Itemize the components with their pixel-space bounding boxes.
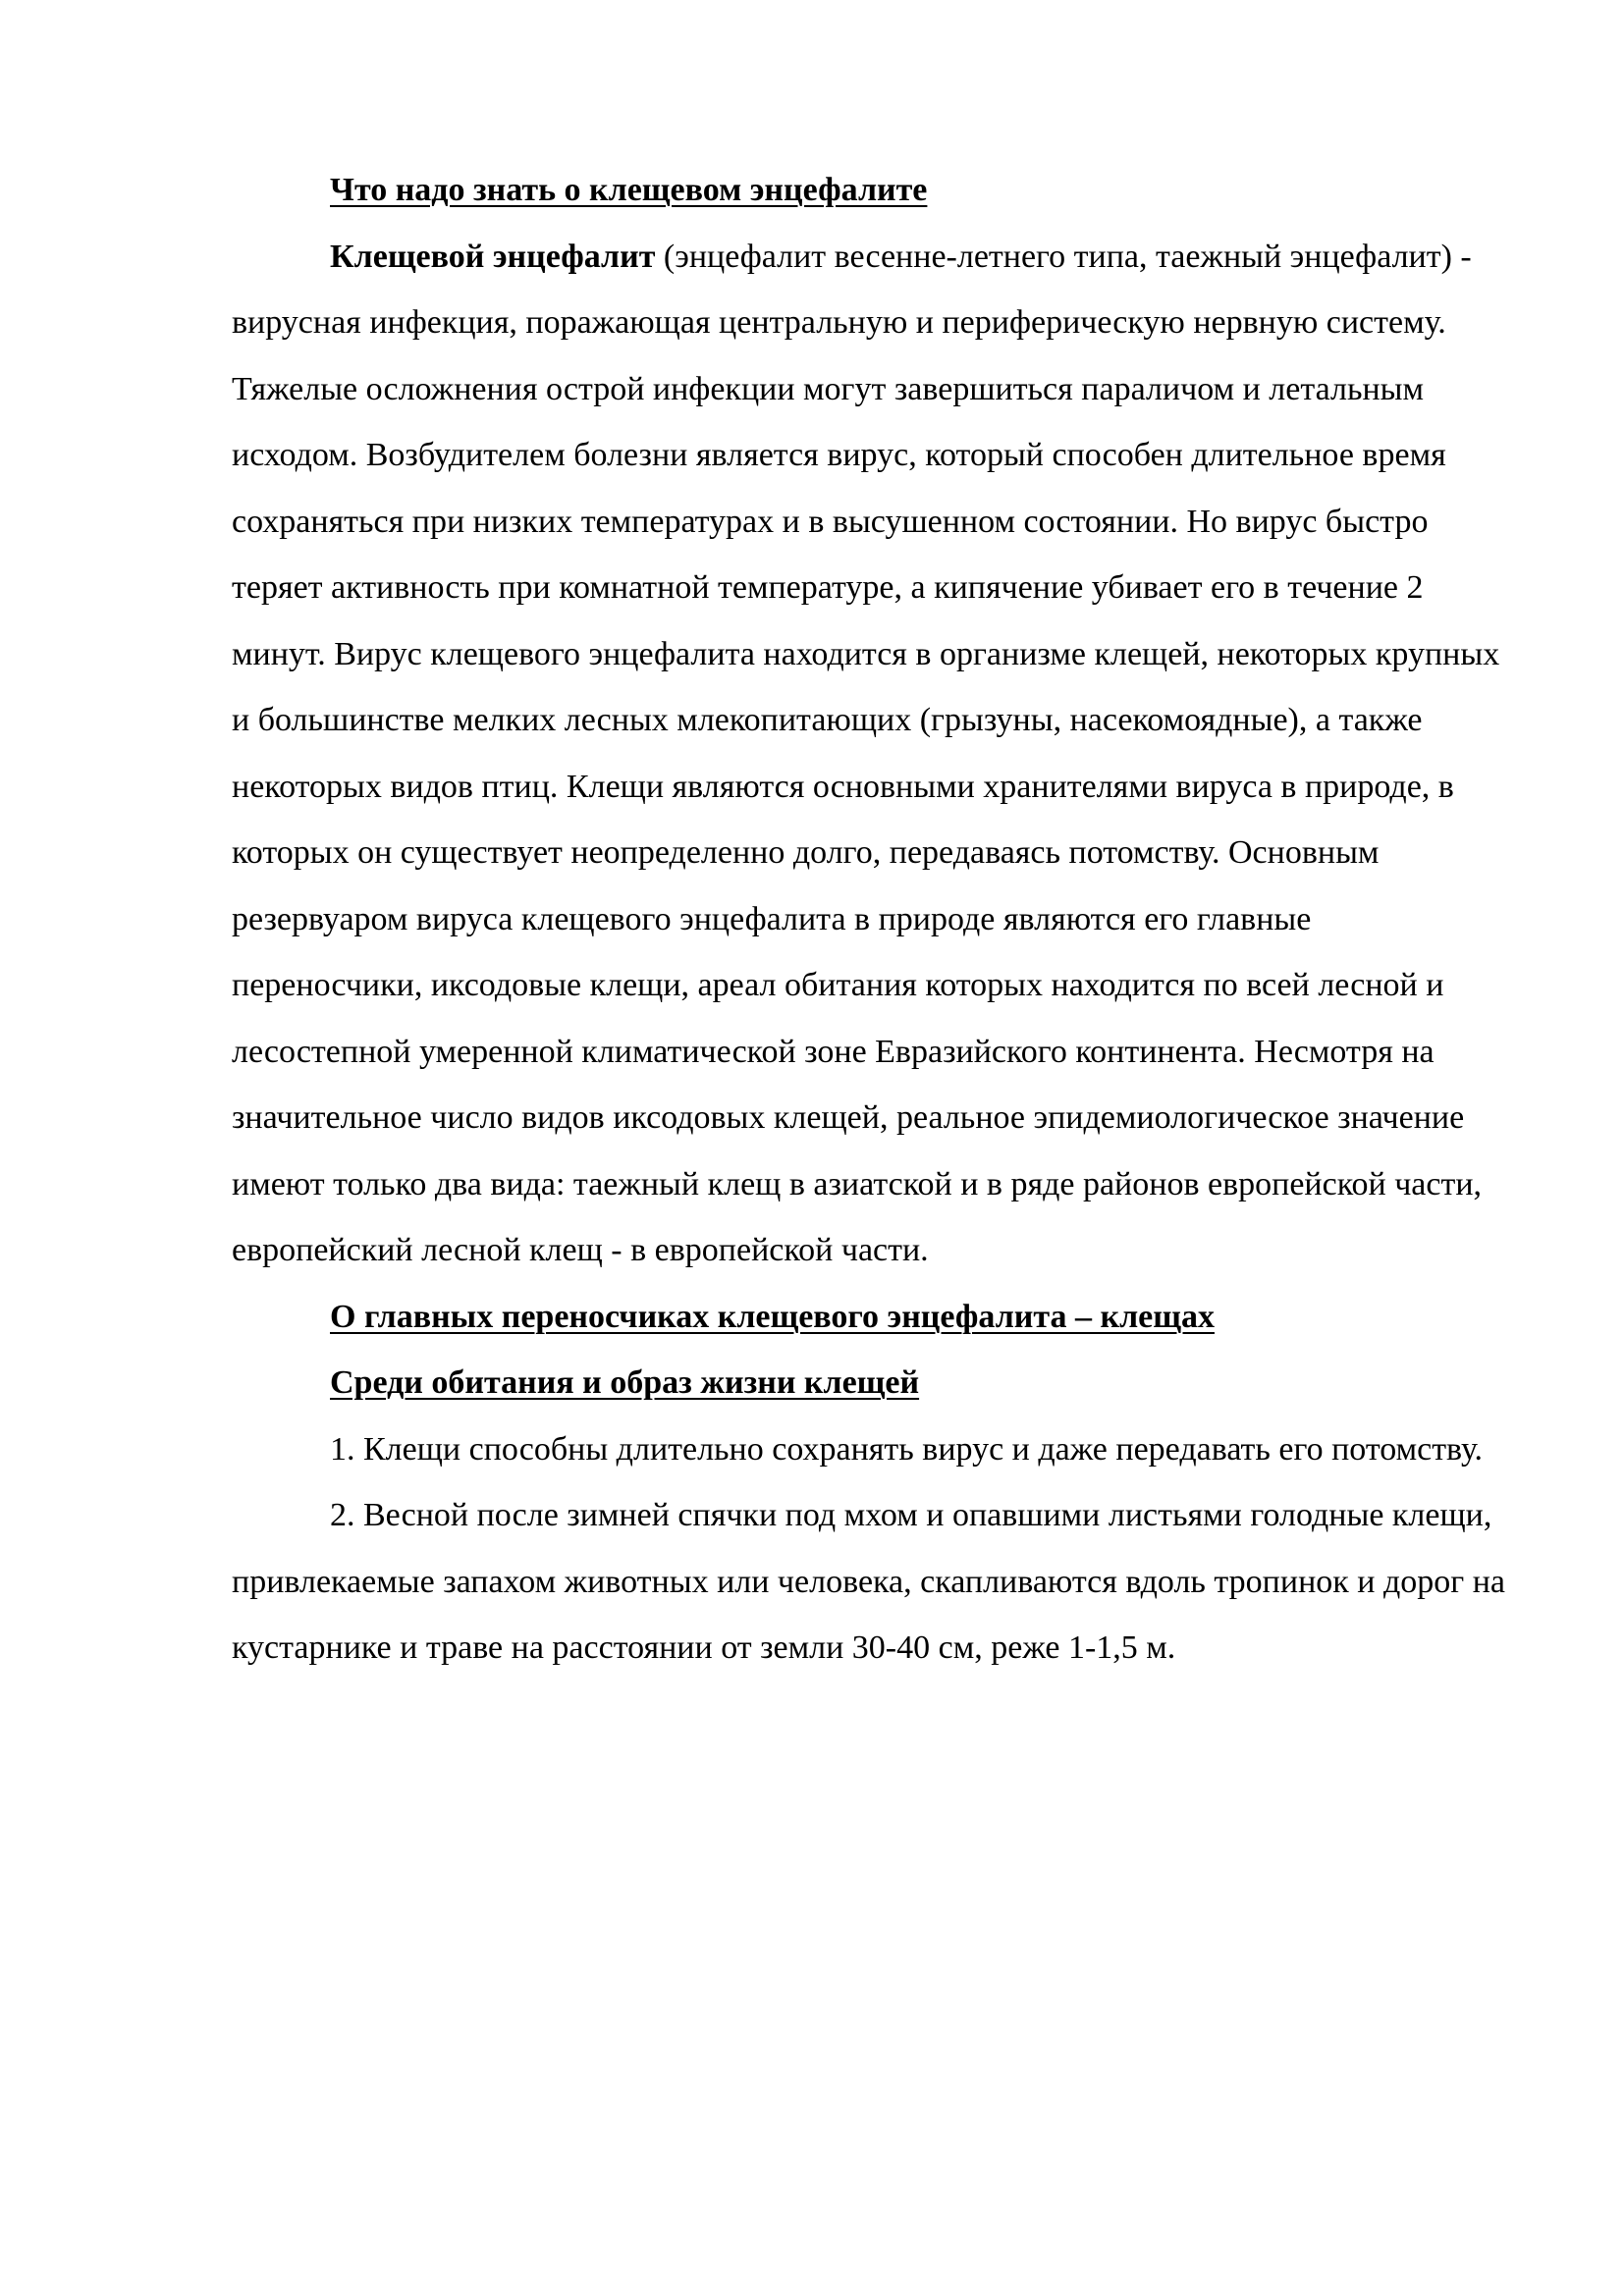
intro-paragraph xyxy=(232,224,1508,1284)
document-body xyxy=(232,157,1508,1682)
intro-text: (энцефалит весенне-летнего типа, таежный энцефалит) - вирусная инфекция, поражающая центральную и периферическую нервную систему. Тяжелые осложнения острой инфекции могут завершиться параличом и летальным исходом. Возбудителем болезни является вирус, который способен длительное время сохраняться при низких температурах и в высушенном состоянии. Но вирус быстро теряет активность при комнатной температуре, а кипячение убивает его в течение 2 минут. Вирус клещевого энцефалита находится в организме клещей, некоторых крупных и большинстве мелких лесных млекопитающих (грызуны, насекомоядные), а также некоторых видов птиц. Клещи являются основными хранителями вируса в природе, в которых он существует неопределенно долго, передаваясь потомству. Основным резервуаром вируса клещевого энцефалита в природе являются его главные переносчики, иксодовые клещи, ареал обитания которых находится по всей лесной и лесостепной умеренной климатической зоне Евразийского континента. Несмотря на значительное число видов иксодовых клещей, реальное эпидемиологическое значение имеют только два вида: таежный клещ в азиатской и в ряде районов европейской части, европейский лесной клещ - в европейской части. xyxy=(232,238,1500,1268)
intro-term: Клещевой энцефалит xyxy=(330,238,656,275)
section-heading-vectors: О главных переносчиках клещевого энцефалита – клещах xyxy=(330,1298,1215,1335)
document-title: Что надо знать о клещевом энцефалите xyxy=(330,172,928,208)
list-item: 2. Весной после зимней спячки под мхом и опавшими листьями голодные клещи, привлекаемые запахом животных или человека, скапливаются вдоль тропинок и дорог на кустарнике и траве на расстоянии от земли 30-40 см, реже 1-1,5 м. xyxy=(232,1497,1506,1666)
section-heading-habitat: Среди обитания и образ жизни клещей xyxy=(330,1364,920,1401)
list-item: 1. Клещи способны длительно сохранять вирус и даже передавать его потомству. xyxy=(330,1430,1484,1468)
